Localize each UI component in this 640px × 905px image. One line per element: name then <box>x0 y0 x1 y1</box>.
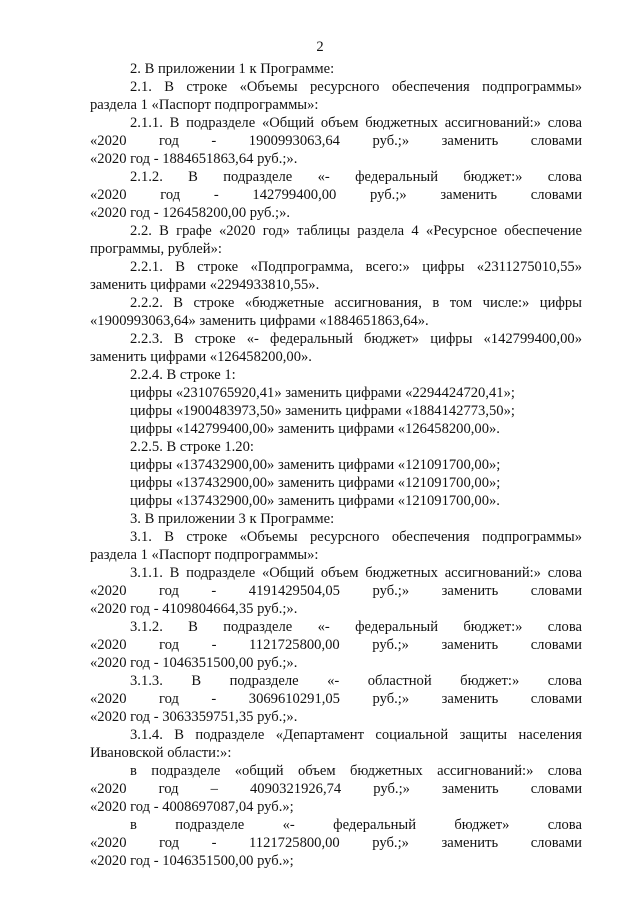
text-line: 2. В приложении 1 к Программе: <box>130 61 335 77</box>
text-line: 3.1. В строке «Объемы ресурсного обеспечения подпрограммы» <box>130 529 582 545</box>
text-line: заменить цифрами «2294933810,55». <box>90 277 320 293</box>
text-line: программы, рублей»: <box>90 241 222 257</box>
text-line: цифры «137432900,00» заменить цифрами «121091700,00»; <box>130 457 501 473</box>
text-line: «2020 год - 3063359751,35 руб.;». <box>90 709 298 725</box>
text-line: цифры «142799400,00» заменить цифрами «126458200,00». <box>130 421 500 437</box>
text-line: «2020 год - 4109804664,35 руб.;». <box>90 601 298 617</box>
text-line: цифры «1900483973,50» заменить цифрами «1884142773,50»; <box>130 403 515 419</box>
text-line: «2020 год – 4090321926,74 руб.;» заменить словами <box>90 781 582 797</box>
text-line: цифры «2310765920,41» заменить цифрами «2294424720,41»; <box>130 385 515 401</box>
text-line: 2.1.1. В подразделе «Общий объем бюджетных ассигнований:» слова <box>130 115 582 131</box>
text-line: в подразделе «- федеральный бюджет» слова <box>130 817 582 833</box>
text-line: 3.1.1. В подразделе «Общий объем бюджетных ассигнований:» слова <box>130 565 582 581</box>
text-line: 2.2.1. В строке «Подпрограмма, всего:» цифры «2311275010,55» <box>130 259 582 275</box>
text-line: раздела 1 «Паспорт подпрограммы»: <box>90 547 319 563</box>
text-line: цифры «137432900,00» заменить цифрами «121091700,00»; <box>130 475 501 491</box>
text-line: «2020 год - 4008697087,04 руб.»; <box>90 799 294 815</box>
text-line: «2020 год - 4191429504,05 руб.;» заменить словами <box>90 583 582 599</box>
page-number: 2 <box>316 39 324 55</box>
text-line: «2020 год - 1121725800,00 руб.;» заменить словами <box>90 637 582 653</box>
text-line: «2020 год - 1884651863,64 руб.;». <box>90 151 298 167</box>
text-line: цифры «137432900,00» заменить цифрами «121091700,00». <box>130 493 500 509</box>
text-line: Ивановской области:»: <box>90 745 232 761</box>
text-line: «1900993063,64» заменить цифрами «1884651863,64». <box>90 313 429 329</box>
text-line: 3.1.3. В подразделе «- областной бюджет:» слова <box>130 673 582 689</box>
text-line: «2020 год - 1900993063,64 руб.;» заменить словами <box>90 133 582 149</box>
text-line: 2.1.2. В подразделе «- федеральный бюджет:» слова <box>130 169 582 185</box>
text-line: в подразделе «общий объем бюджетных ассигнований:» слова <box>130 763 582 779</box>
text-line: 3. В приложении 3 к Программе: <box>130 511 335 527</box>
text-line: 2.2.2. В строке «бюджетные ассигнования, в том числе:» цифры <box>130 295 582 311</box>
text-line: 2.2.4. В строке 1: <box>130 367 236 383</box>
text-line: «2020 год - 1121725800,00 руб.;» заменить словами <box>90 835 582 851</box>
document-body <box>90 60 582 870</box>
text-line: «2020 год - 142799400,00 руб.;» заменить словами <box>90 187 582 203</box>
text-line: раздела 1 «Паспорт подпрограммы»: <box>90 97 319 113</box>
text-line: 3.1.2. В подразделе «- федеральный бюджет:» слова <box>130 619 582 635</box>
text-line: заменить цифрами «126458200,00». <box>90 349 312 365</box>
text-line: 3.1.4. В подразделе «Департамент социальной защиты населения <box>130 727 582 743</box>
text-line: 2.2.3. В строке «- федеральный бюджет» цифры «142799400,00» <box>130 331 582 347</box>
text-line: 2.1. В строке «Объемы ресурсного обеспечения подпрограммы» <box>130 79 582 95</box>
text-line: 2.2. В графе «2020 год» таблицы раздела 4 «Ресурсное обеспечение <box>130 223 582 239</box>
text-line: «2020 год - 1046351500,00 руб.»; <box>90 853 294 869</box>
text-line: 2.2.5. В строке 1.20: <box>130 439 254 455</box>
text-line: «2020 год - 126458200,00 руб.;». <box>90 205 291 221</box>
text-line: «2020 год - 1046351500,00 руб.;». <box>90 655 298 671</box>
text-line: «2020 год - 3069610291,05 руб.;» заменить словами <box>90 691 582 707</box>
